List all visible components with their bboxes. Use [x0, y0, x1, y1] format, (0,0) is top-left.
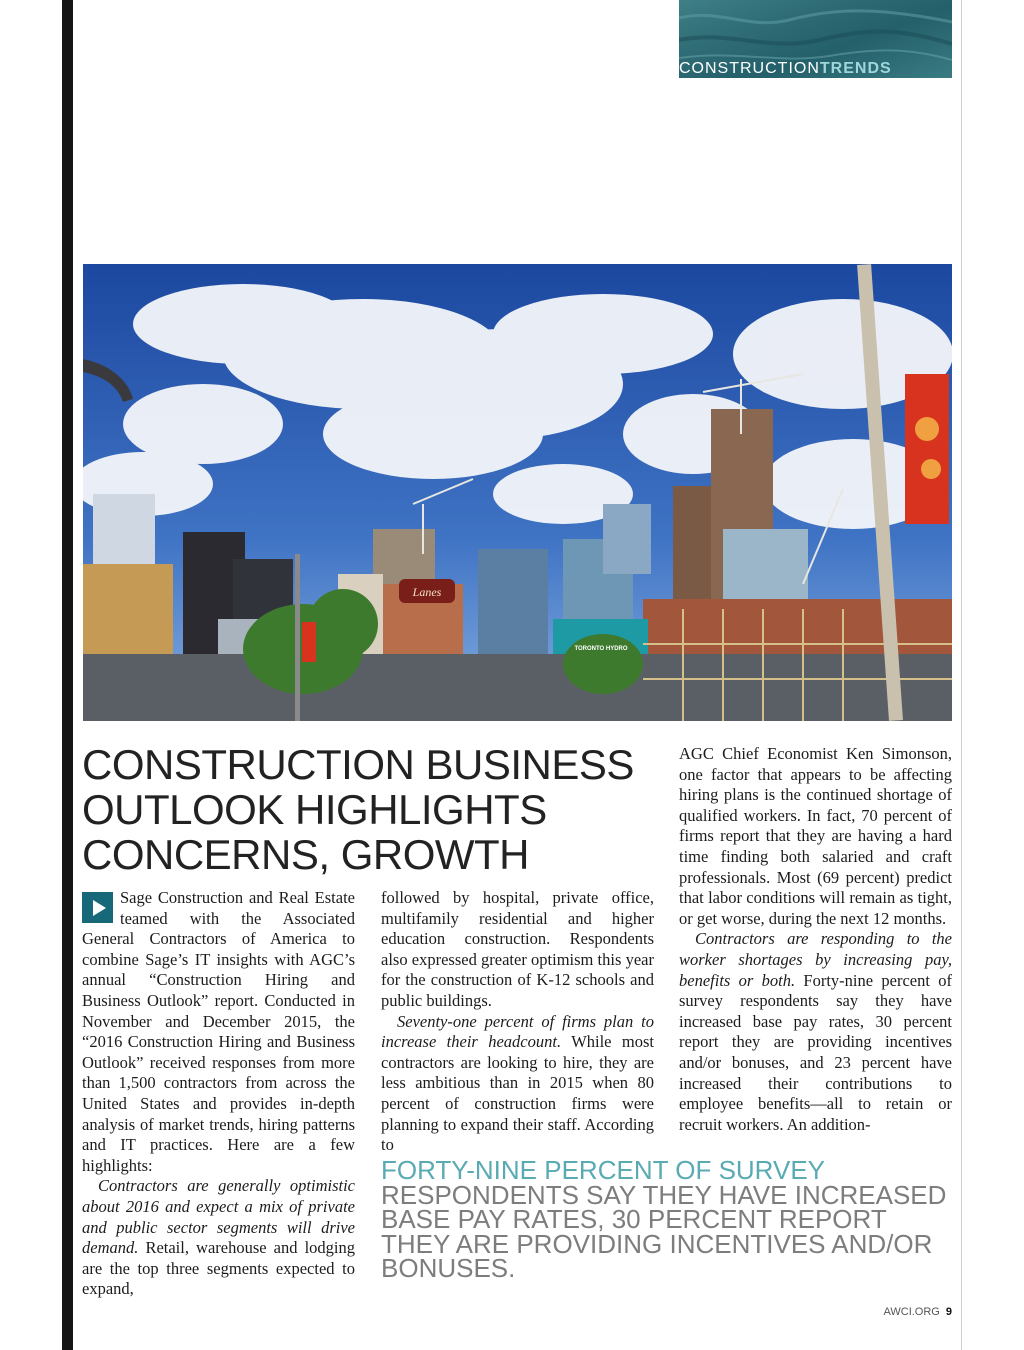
body-column-3: [679, 744, 952, 1135]
body-paragraph: [679, 929, 952, 1135]
page-right-rule: [961, 0, 962, 1350]
article-headline: [82, 742, 652, 877]
body-paragraph: [82, 888, 355, 1176]
lead-in-text: Seventy-one percent of firms plan to increase their headcount.: [381, 1011, 654, 1052]
paragraph-text: Retail, warehouse and lodging are the top three segments expected to expand,: [82, 1238, 355, 1299]
headline-line-3: CONCERNS, GROWTH: [82, 831, 529, 878]
hydro-sign-text: TORONTO HYDRO: [574, 646, 628, 652]
headline-line-2: OUTLOOK HIGHLIGHTS: [82, 786, 547, 833]
pull-quote-accent: FORTY-NINE PERCENT OF SURVEY: [381, 1155, 825, 1185]
pull-quote: [381, 1155, 952, 1283]
banner-flower: [915, 417, 939, 441]
small-banner: [302, 622, 316, 662]
page-number: 9: [945, 1306, 952, 1318]
pull-quote-text: RESPONDENTS SAY THEY HAVE INCREASED BASE PAY RATES, 30 PERCENT REPORT THEY ARE PROVIDING INCENTIVES AND/OR BONUSES.: [381, 1179, 947, 1283]
section-label: [679, 58, 952, 78]
section-label-accent: TRENDS: [819, 60, 892, 77]
page-edge-bar: [62, 0, 73, 1350]
lead-in-text: Contractors are responding to the worker shortages by increasing pay, benefits or both.: [679, 929, 952, 990]
headline-line-1: CONSTRUCTION BUSINESS: [82, 741, 634, 788]
banner-flower-2: [921, 459, 941, 479]
sign-pole: [295, 554, 300, 721]
paragraph-text: While most contractors are looking to hire, they are less ambitious than in 2015 when 80 percent of construction firms were planning to expand their staff. According to: [381, 1032, 654, 1155]
body-paragraph: followed by hospital, private office, multifamily residential and higher education construction. Respondents also expressed greater optimism this year for the construction of K-12 schools and public buildings.: [381, 888, 654, 1010]
section-label-main: CONSTRUCTION: [679, 60, 820, 77]
body-paragraph: [82, 1176, 355, 1300]
section-tab: [679, 0, 952, 78]
footer-site: AWCI.ORG: [883, 1306, 940, 1318]
body-column-1: [82, 888, 355, 1300]
play-icon: [82, 892, 113, 923]
body-paragraph: AGC Chief Economist Ken Simonson, one factor that appears to be affecting hiring plans is the continued shortage of qualified workers. In fact, 70 percent of firms report that they are having a hard time finding both salaried and craft professionals. Most (69 percent) predict that labor conditions will remain as tight, or get worse, during the next 12 months.: [679, 744, 952, 928]
lanes-sign-text: Lanes: [412, 585, 442, 599]
hero-photo: [83, 264, 952, 721]
body-column-2: [381, 888, 654, 1156]
body-paragraph: [381, 1012, 654, 1156]
lead-in-text: Contractors are generally optimistic about 2016 and expect a mix of private and public sector segments will drive demand.: [82, 1176, 355, 1258]
city-skyline-photo: [83, 264, 952, 721]
page-footer: [820, 1306, 952, 1318]
paragraph-text: Sage Construction and Real Estate teamed with the Associated General Contractors of America to combine Sage’s IT insights with AGC’s annual “Construction Hiring and Business Outlook” report. Conducted in November and December 2015, the “2016 Construction Hiring and Business Outlook” received responses from more than 1,500 contractors from across the United States and provides in-depth analysis of market trends, hiring patterns and IT practices. Here are a few highlights:: [82, 888, 355, 1175]
street-banner: [905, 374, 949, 524]
paragraph-text: Forty-nine percent of survey respondents say they have increased base pay rates, 30 percent report they are providing incentives and/or bonuses, and 23 percent have increased their contributions to employee benefits—all to retain or recruit workers. An addition-: [679, 970, 953, 1134]
